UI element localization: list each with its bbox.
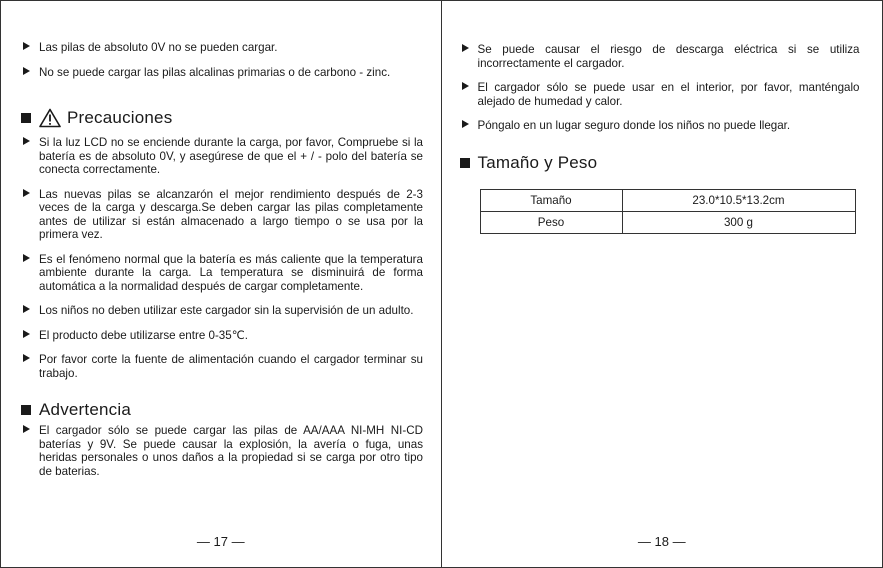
page-18-content [460, 43, 860, 234]
advertencia-list [21, 424, 423, 478]
page-18 [442, 1, 883, 567]
list-item: Las nuevas pilas se alcanzarón el mejor rendimiento después de 2-3 veces de la carga y descarga.Se deben cargar las pilas completamente antes de utilizar si están almacenado a largo tiempo o se usa por la primera vez. [21, 188, 423, 242]
square-bullet-icon [21, 113, 31, 123]
bullet-icon [23, 254, 30, 262]
table-cell-value: 23.0*10.5*13.2cm [622, 189, 855, 211]
bullet-icon [23, 305, 30, 313]
list-item: Las pilas de absoluto 0V no se pueden cargar. [21, 41, 423, 55]
advertencia-heading [21, 400, 423, 420]
bullet-icon [462, 44, 469, 52]
intro-list [460, 43, 860, 133]
table-row [480, 211, 855, 233]
bullet-icon [23, 67, 30, 75]
bullet-icon [23, 42, 30, 50]
list-item: Por favor corte la fuente de alimentación cuando el cargador terminar su trabajo. [21, 353, 423, 380]
precauciones-heading [21, 108, 423, 128]
section-title: Advertencia [39, 400, 131, 419]
list-item: Póngalo en un lugar seguro donde los niños no puede llegar. [460, 119, 860, 133]
table-row [480, 189, 855, 211]
bullet-icon [23, 189, 30, 197]
table-cell-label: Peso [480, 211, 622, 233]
bullet-icon [23, 330, 30, 338]
precauciones-list [21, 136, 423, 380]
table-cell-value: 300 g [622, 211, 855, 233]
page-17 [1, 1, 442, 567]
table-cell-label: Tamaño [480, 189, 622, 211]
square-bullet-icon [21, 405, 31, 415]
page-number: — 17 — [196, 534, 245, 549]
list-item: El cargador sólo se puede cargar las pilas de AA/AAA NI-MH NI-CD baterías y 9V. Se puede causar la explosión, la avería o fuga, unas heridas personales o unos daños a la propiedad si se carga por otro tipo de baterias. [21, 424, 423, 478]
bullet-icon [23, 354, 30, 362]
list-item: El producto debe utilizarse entre 0-35℃. [21, 329, 423, 343]
tamano-heading [460, 153, 860, 173]
list-item: Es el fenómeno normal que la batería es más caliente que la temperatura ambiente durante la carga. La temperatura se disminuirá de forma automática a la normalidad después de cargar completamente. [21, 253, 423, 294]
list-item: Se puede causar el riesgo de descarga eléctrica si se utiliza incorrectamente el cargador. [460, 43, 860, 70]
bullet-icon [23, 137, 30, 145]
warning-triangle-icon [39, 108, 61, 128]
bullet-icon [462, 82, 469, 90]
section-title: Tamaño y Peso [477, 152, 598, 172]
section-title: Precauciones [67, 108, 173, 127]
list-item: No se puede cargar las pilas alcalinas primarias o de carbono - zinc. [21, 66, 423, 80]
square-bullet-icon [460, 158, 470, 168]
list-item: El cargador sólo se puede usar en el interior, por favor, manténgalo alejado de humedad y calor. [460, 81, 860, 108]
bullet-icon [23, 425, 30, 433]
size-weight-table [480, 189, 856, 234]
intro-list [21, 41, 423, 79]
page-number: — 18 — [637, 534, 686, 549]
page-17-content [21, 41, 423, 489]
list-item: Si la luz LCD no se enciende durante la carga, por favor, Compruebe si la batería es de absoluto 0V, y asegúrese de que el + / - polo del batería se conecta correctamente. [21, 136, 423, 177]
bullet-icon [462, 120, 469, 128]
list-item: Los niños no deben utilizar este cargador sin la supervisión de un adulto. [21, 304, 423, 318]
